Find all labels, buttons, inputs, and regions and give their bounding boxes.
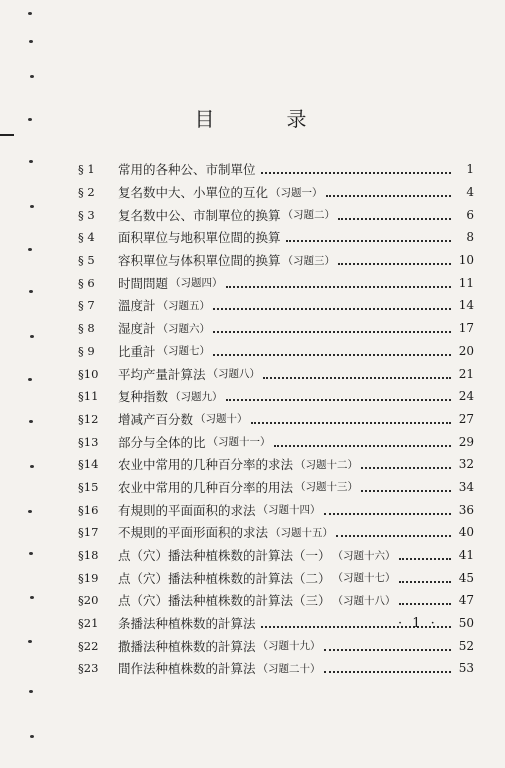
section-title: 容积單位与体积單位間的换算 [118,253,281,269]
section-number: § 3 [78,207,95,222]
toc-entry-body [118,659,454,677]
toc-entry [78,498,474,521]
page-reference: 27 [458,411,474,426]
section-number: §18 [78,548,99,563]
exercise-label: （习题十一） [207,436,271,449]
toc-entry-body [118,365,454,383]
exercise-label: （习题六） [157,322,211,335]
section-title: 間作法种植株数的計算法 [118,661,256,677]
dot-leader [399,601,451,605]
exercise-label: （习题十七） [332,572,396,585]
toc-entry [78,158,474,181]
page-reference: 50 [458,616,474,631]
page-reference: 36 [458,502,474,517]
exercise-label: （习题十八） [332,594,396,607]
toc-entry-body [118,410,454,428]
dot-leader [361,488,451,492]
page-number: · 1 · [398,616,438,631]
section-number: §17 [78,525,99,540]
margin-speck [29,690,33,693]
section-title: 常用的各种公、市制單位 [118,162,256,178]
page-reference: 6 [466,207,474,222]
section-title: 增减产百分数 [118,411,194,427]
dot-leader [324,511,451,515]
margin-speck [29,290,33,293]
section-number: §16 [78,502,99,517]
toc-entry-body [118,478,454,496]
section-title: 复名数中大、小單位的互化 [118,185,269,201]
section-title: 条播法种植株数的計算法 [118,616,256,632]
exercise-label: （习题十五） [270,526,334,539]
section-number: § 1 [78,162,95,177]
page-reference: 29 [458,434,474,449]
dot-leader [399,556,451,560]
dot-leader [226,284,451,288]
section-number: § 5 [78,253,95,268]
section-number: § 2 [78,185,95,200]
section-title: 复名数中公、市制單位的换算 [118,207,281,223]
toc-entry-body [118,546,454,564]
dot-leader [213,306,451,310]
toc-entry-body [118,319,454,337]
section-title: 比重計 [118,343,156,359]
margin-speck [30,596,34,599]
section-number: § 6 [78,275,95,290]
toc-entry [78,453,474,476]
toc-entry [78,385,474,408]
exercise-label: （习题二十） [257,662,321,675]
toc-entry [78,657,474,680]
margin-speck [29,420,33,423]
margin-speck [28,640,32,643]
margin-speck [30,465,34,468]
exercise-label: （习题十） [195,413,248,426]
section-title: 时間問題 [118,275,169,291]
section-title: 溫度計 [118,298,156,314]
section-number: §20 [78,593,99,608]
section-title: 点（穴）播法种植株数的計算法（三） [118,593,331,609]
margin-speck [29,160,33,163]
toc-entry-body [118,183,454,201]
toc-entry-body [118,455,454,473]
exercise-label: （习题四） [170,277,223,290]
section-title: 撒播法种植株数的計算法 [118,638,256,654]
dot-leader [261,170,451,174]
page-reference: 47 [458,593,474,608]
toc-entry [78,634,474,657]
dot-leader [286,238,451,242]
toc-entry-body [118,433,454,451]
section-title: 面积單位与地积單位間的换算 [118,230,281,246]
section-title: 农业中常用的几种百分率的求法 [118,457,294,473]
dot-leader [274,443,451,447]
section-number: §12 [78,411,99,426]
page-reference: 10 [458,253,474,268]
toc-entry [78,249,474,272]
toc-entry [78,476,474,499]
section-title: 部分与全体的比 [118,434,206,450]
exercise-label: （习题十九） [257,640,321,653]
table-of-contents [78,158,474,680]
toc-entry-body [118,160,454,178]
margin-speck [28,12,32,15]
exercise-label: （习题七） [157,345,211,358]
toc-entry [78,181,474,204]
section-number: §19 [78,570,99,585]
section-title: 复种指数 [118,389,169,405]
dot-leader [361,465,451,469]
exercise-label: （习题九） [170,390,223,403]
section-number: § 8 [78,321,95,336]
section-number: §10 [78,366,99,381]
section-number: §22 [78,638,99,653]
page-reference: 41 [458,548,474,563]
page-reference: 21 [458,366,474,381]
toc-entry-body [118,274,454,292]
toc-entry [78,203,474,226]
dot-leader [213,329,451,333]
toc-entry-body [118,523,454,541]
section-number: § 4 [78,230,95,245]
toc-entry [78,544,474,567]
toc-entry-body [118,591,454,609]
toc-entry-body [118,296,454,314]
dot-leader [326,193,451,197]
exercise-label: （习题十四） [257,504,321,517]
page-reference: 11 [458,275,474,290]
toc-entry-body [118,501,454,519]
page-reference: 1 [466,162,474,177]
exercise-label: （习题十三） [295,481,359,494]
toc-entry-body [118,342,454,360]
toc-entry [78,294,474,317]
toc-entry-body [118,387,454,405]
section-number: §21 [78,616,99,631]
toc-entry [78,430,474,453]
exercise-label: （习题八） [207,368,261,381]
page-title: 目 录 [194,107,333,131]
page-reference: 4 [466,185,474,200]
dot-leader [399,579,451,583]
margin-speck [30,735,34,738]
exercise-label: （习题十六） [332,549,396,562]
fold-mark [0,134,14,136]
section-number: § 9 [78,343,95,358]
page-reference: 45 [458,570,474,585]
page-reference: 40 [458,525,474,540]
toc-entry [78,317,474,340]
dot-leader [324,647,451,651]
page-reference: 14 [458,298,474,313]
page-reference: 32 [458,457,474,472]
toc-entry-body [118,228,454,246]
section-number: § 7 [78,298,95,313]
toc-entry [78,340,474,363]
toc-entry [78,271,474,294]
page-reference: 17 [458,321,474,336]
toc-entry-body [118,251,454,269]
page-reference: 8 [466,230,474,245]
toc-entry [78,362,474,385]
margin-speck [30,335,34,338]
dot-leader [338,216,451,220]
dot-leader [251,420,451,424]
page-reference: 20 [458,343,474,358]
exercise-label: （习题五） [157,299,211,312]
margin-speck [28,378,32,381]
margin-speck [29,40,33,43]
margin-speck [29,552,33,555]
section-title: 农业中常用的几种百分率的用法 [118,479,294,495]
margin-speck [28,248,32,251]
toc-entry [78,521,474,544]
exercise-label: （习题三） [282,254,336,267]
section-title: 湿度計 [118,321,156,337]
toc-entry [78,566,474,589]
toc-entry [78,589,474,612]
dot-leader [213,352,451,356]
toc-entry-body [118,637,454,655]
dot-leader [263,375,451,379]
section-number: §13 [78,434,99,449]
margin-speck [28,510,32,513]
section-number: §14 [78,457,99,472]
dot-leader [324,669,451,673]
margin-speck [30,75,34,78]
section-title: 不規則的平面形面积的求法 [118,525,269,541]
section-number: §15 [78,479,99,494]
page-reference: 24 [458,389,474,404]
section-number: §23 [78,661,99,676]
margin-speck [30,205,34,208]
dot-leader [226,397,451,401]
page-reference: 53 [458,661,474,676]
toc-entry-body [118,569,454,587]
toc-entry [78,408,474,431]
section-title: 有規則的平面面积的求法 [118,502,256,518]
section-title: 点（穴）播法种植株数的計算法（二） [118,570,331,586]
toc-entry [78,226,474,249]
page-reference: 52 [458,638,474,653]
section-number: §11 [78,389,99,404]
toc-entry-body [118,206,454,224]
section-title: 平均产量計算法 [118,366,206,382]
exercise-label: （习题二） [282,209,336,222]
page-reference: 34 [458,479,474,494]
exercise-label: （习题一） [270,186,323,199]
dot-leader [336,533,451,537]
dot-leader [338,261,451,265]
section-title: 点（穴）播法种植株数的計算法（一） [118,548,331,564]
exercise-label: （习题十二） [295,458,359,471]
